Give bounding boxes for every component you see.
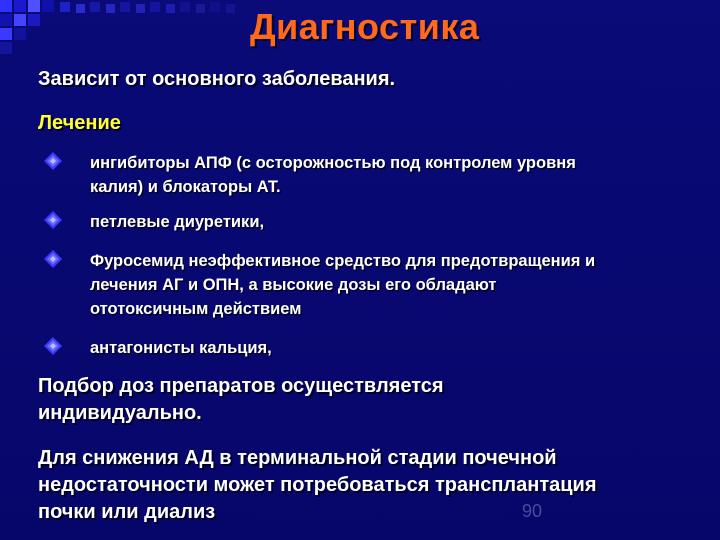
diamond-bullet-icon <box>44 211 62 229</box>
page-number: 90 <box>522 501 543 521</box>
list-item-text: антагонисты кальция, <box>90 339 272 357</box>
treatment-heading: Лечение <box>38 112 121 134</box>
slide-title: Диагностика <box>250 6 480 47</box>
transplant-paragraph: Для снижения АД в терминальной стадии почечной недостаточности может потребоваться трансплантация почки или диализ <box>38 447 597 523</box>
dosage-paragraph: Подбор доз препаратов осуществляется индивидуально. <box>38 375 444 424</box>
intro-text: Зависит от основного заболевания. <box>38 68 396 90</box>
list-item-text: петлевые диуретики, <box>90 213 265 231</box>
diamond-bullet-icon <box>44 250 62 268</box>
checker-squares-decoration <box>0 0 260 60</box>
list-item-text: ингибиторы АПФ (с осторожностью под контролем уровня калия) и блокаторы АТ. <box>90 154 576 196</box>
diamond-bullet-icon <box>44 337 62 355</box>
diamond-bullet-icon <box>44 152 62 170</box>
list-item-text: Фуросемид неэффективное средство для предотвращения и лечения АГ и ОПН, а высокие дозы его обладают ототоксичным действием <box>90 252 596 318</box>
